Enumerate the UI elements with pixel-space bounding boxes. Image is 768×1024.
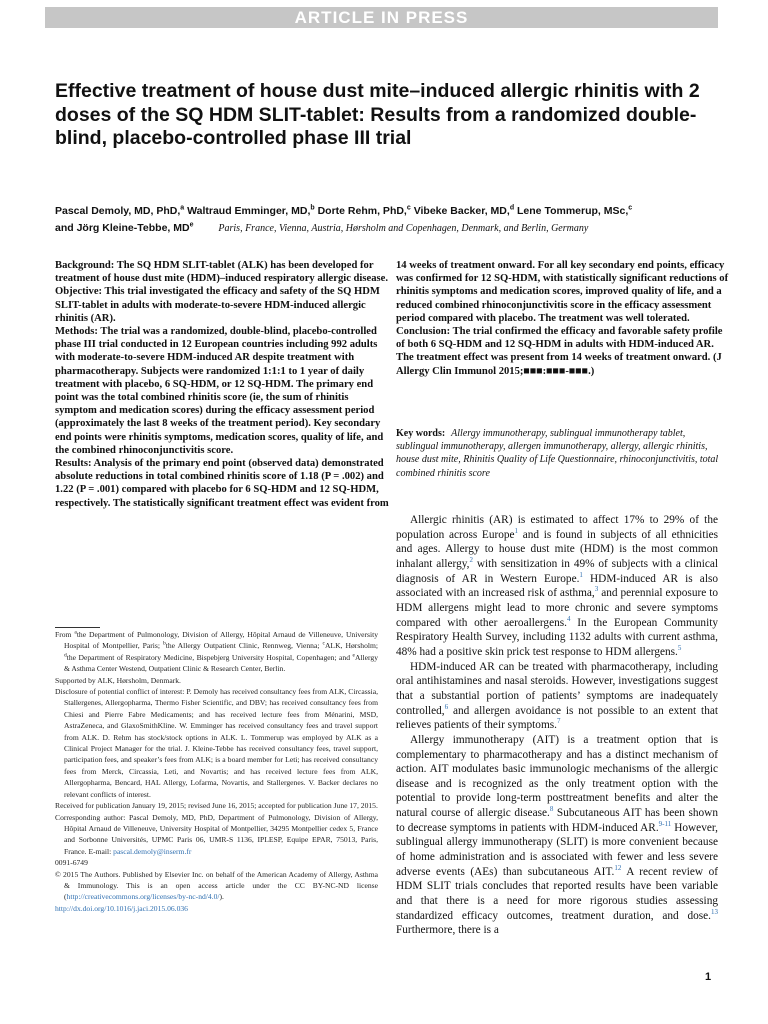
citation-link[interactable]: 4 bbox=[566, 614, 571, 623]
footnote-disclosure: Disclosure of potential conflict of interest: P. Demoly has received consultancy fees from ALK, Circassia, Stallergenes, Allergopharma, Thermo Fisher Scientific, and DBV; has received consultancy fees from Chiesi and Pierre Fabre Medicaments; and has received lecture fees from Ménarini, MSD, AstraZeneca, and GlaxoSmithKline. W. Emminger has received consultancy fees and travel support from ALK. D. Rehm has stock/stock options in ALK. L. Tommerup was employed by ALK as a Clinical Project Manager for the trial. J. Kleine-Tebbe has received consultancy fees, travel support, participation fees, and speaker’s fees from ALK; is a board member for Leti; has received consultancy fees from Merck, Circassia, Leti, and Novartis; and has received lecture fees from ALK, Allergopharma, Bencard, HAL Allergy, Lofarma, Novartis, and Stallergenes. V. Backer declares no relevant conflicts of interest. bbox=[55, 687, 378, 799]
footnote-support: Supported by ALK, Hørsholm, Denmark. bbox=[55, 675, 181, 685]
citation-link[interactable]: 6 bbox=[444, 702, 449, 711]
abstract-paragraph: Methods: The trial was a randomized, double-blind, placebo-controlled phase III trial conducted in 12 European countries including 992 adults with moderate-to-severe HDM-induced AR despite treatment with pharmacotherapy. Subjects were randomized 1:1:1 to 1 year of daily treatment with placebo, 6 SQ-HDM, or 12 SQ-HDM. The primary end point was the total combined rhinitis score (ie, the sum of rhinitis symptom and medication scores) during the efficacy assessment period (approximately the last 8 weeks of the treatment period). Key secondary end points were rhinitis symptoms, medication scores, quality of life, and the combined rhinoconjunctivitis score. bbox=[55, 326, 384, 456]
page-number: 1 bbox=[705, 971, 712, 983]
citation-link[interactable]: 1 bbox=[579, 570, 583, 579]
citation-link[interactable]: 5 bbox=[677, 644, 682, 653]
abstract-paragraph: 14 weeks of treatment onward. For all key secondary end points, efficacy was confirmed for 12 SQ-HDM, with statistically significant reductions of rhinitis symptoms and medication scores, improved quality of life, and a reduced combined rhinoconjunctivitis score in the efficacy assessment period compared with placebo. The treatment was well tolerated. bbox=[396, 260, 729, 324]
body-paragraph: Allergy immunotherapy (AIT) is a treatment option that is complementary to pharmacotherapy and has a distinct mechanism of action. AIT modulates basic immunologic mechanisms of the allergic disease and is recognized as the only treatment option with the potential to provide long-term posttreatment benefits and alter the natural course of allergic disease.$^8$ Subcutaneous AIT has been shown to decrease symptoms in patients with HDM-induced AR.$^{9-11}$ However, sublingual allergy immunotherapy (SLIT) is more convenient because of home administration and is associated with fewer and less severe adverse events (AEs) than subcutaneous AIT.$^{12}$ A recent review of HDM SLIT trials concludes that reported results have been variable and that there is a need for more rigorous studies assessing standardized efficacy outcomes, treatment duration, and dose.$^{13}$ Furthermore, there is a bbox=[396, 733, 718, 937]
email-link[interactable]: pascal.demoly@inserm.fr bbox=[113, 846, 192, 856]
affiliation-marker: c bbox=[406, 204, 411, 212]
citation-link[interactable]: 3 bbox=[594, 585, 599, 594]
affiliation-marker: d bbox=[509, 204, 515, 212]
article-title: Effective treatment of house dust mite–induced allergic rhinitis with 2 doses of the SQ HDM SLIT-tablet: Results from a randomized double-blind, placebo-controlled phase III trial bbox=[55, 80, 700, 149]
keywords bbox=[396, 427, 721, 480]
author-name: and Jörg Kleine-Tebbe, MD bbox=[55, 222, 190, 234]
affiliation-marker: b bbox=[310, 204, 315, 212]
footnote-corresponding: Corresponding author: Pascal Demoly, MD, PhD, Department of Pulmonology, Division of Allergy, Hôpital Arnaud de Villeneuve, University Hospital of Montpellier, 34295 Montpellier cedex 5, France and Sorbonne Universités, UPMC Paris 06, UMR-S 1136, IPLESP, Equipe EPAR, 75013, Paris, France. E-mail: pascal.demoly@inserm.fr bbox=[55, 812, 378, 856]
affiliation-marker: c bbox=[628, 204, 633, 212]
affiliation-cities: Paris, France, Vienna, Austria, Hørsholm and Copenhagen, Denmark, and Berlin, Germany bbox=[218, 223, 589, 234]
keywords-label: Key words: bbox=[396, 428, 446, 439]
author-name: Lene Tommerup, MSc, bbox=[517, 205, 629, 217]
author-name: Dorte Rehm, PhD, bbox=[317, 205, 407, 217]
citation-link[interactable]: 13 bbox=[711, 907, 718, 916]
footnote-received: Received for publication January 19, 2015; revised June 16, 2015; accepted for publication June 17, 2015. bbox=[55, 801, 378, 811]
abstract-paragraph: Conclusion: The trial confirmed the efficacy and favorable safety profile of both 6 SQ-HDM and 12 SQ-HDM in adults with HDM-induced AR. The treatment effect was present from 14 weeks of treatment onward. (J Allergy Clin Immunol 2015;■■■:■■■-■■■.) bbox=[396, 326, 723, 377]
abstract-left-column bbox=[55, 259, 390, 510]
doi-link[interactable]: http://dx.doi.org/10.1016/j.jaci.2015.06.036 bbox=[55, 903, 188, 913]
citation-link[interactable]: 1 bbox=[514, 526, 519, 535]
abstract-paragraph: Results: Analysis of the primary end point (observed data) demonstrated absolute reductions in total combined rhinitis score of 1.18 (P = .002) and 1.22 (P = .001) compared with placebo for 6 SQ-HDM and 12 SQ-HDM, respectively. The statistically significant treatment effect was evident from bbox=[55, 458, 389, 509]
citation-link[interactable]: 8 bbox=[549, 805, 554, 814]
affiliation-marker: a bbox=[180, 204, 185, 212]
article-in-press-banner: ARTICLE IN PRESS bbox=[45, 7, 718, 28]
footnote-issn: 0091-6749 bbox=[55, 858, 88, 868]
author-name: Waltraud Emminger, MD, bbox=[187, 205, 311, 217]
citation-link[interactable]: 9-11 bbox=[658, 820, 672, 829]
citation-link[interactable]: 7 bbox=[556, 717, 561, 726]
affiliation-marker: e bbox=[189, 221, 194, 229]
footnote-affiliations: From $^a$the Department of Pulmonology, Division of Allergy, Hôpital Arnaud de Villeneuve, University Hospital of Montpellier, Paris; $^b$the Allergy Outpatient Clinic, Rennweg, Vienna; $^c$ALK, Hørsholm; $^d$the Department of Respiratory Medicine, Bispebjerg University Hospital, Copenhagen; and $^e$Allergy & Asthma Center Westend, Outpatient Clinic & Research Center, Berlin. bbox=[55, 629, 378, 674]
abstract-paragraph: Objective: This trial investigated the efficacy and safety of the SQ HDM SLIT-tablet in adults with moderate-to-severe HDM-induced allergic rhinitis (AR). bbox=[55, 286, 380, 324]
license-link[interactable]: http://creativecommons.org/licenses/by-nc-nd/4.0/ bbox=[66, 892, 220, 902]
body-text-column bbox=[396, 513, 718, 938]
footnotes bbox=[55, 629, 378, 914]
citation-link[interactable]: 2 bbox=[469, 556, 474, 565]
author-list bbox=[55, 203, 730, 237]
abstract-right-column bbox=[396, 259, 731, 378]
author-name: Vibeke Backer, MD, bbox=[413, 205, 510, 217]
body-paragraph: Allergic rhinitis (AR) is estimated to affect 17% to 29% of the population across Europe$^1$ and is found in subjects of all ethnicities and ages. Allergy to house dust mite (HDM) is the most common inhalant allergy,$^2$ with sensitization in 49% of subjects with a clinical diagnosis of AR in Western Europe.$^1$ HDM-induced AR is also associated with an increased risk of asthma,$^3$ and perennial exposure to HDM allergens might lead to more chronic and severe symptoms compared with other aeroallergens.$^4$ In the European Community Respiratory Health Survey, including 1132 adults with current asthma, 48% had a positive skin prick test response to HDM allergens.$^5$ bbox=[396, 514, 719, 658]
body-paragraph: HDM-induced AR can be treated with pharmacotherapy, including oral antihistamines and nasal steroids. However, investigations suggest that a substantial portion of patients’ symptoms are inadequately controlled,$^6$ and allergen avoidance is not possible to an extent that relieves patients of their symptoms.$^7$ bbox=[396, 660, 718, 732]
footnote-copyright: © 2015 The Authors. Published by Elsevier Inc. on behalf of the American Academy of Allergy, Asthma & Immunology. This is an open access article under the CC BY-NC-ND license (http://creativecommons.org/licenses/by-nc-nd/4.0/). bbox=[55, 869, 378, 902]
footnote-divider bbox=[55, 627, 100, 628]
author-name: Pascal Demoly, MD, PhD, bbox=[55, 205, 181, 217]
citation-link[interactable]: 12 bbox=[614, 863, 622, 872]
abstract-paragraph: Background: The SQ HDM SLIT-tablet (ALK) has been developed for treatment of house dust mite (HDM)–induced respiratory allergic disease. bbox=[55, 260, 388, 285]
keywords-text: Allergy immunotherapy, sublingual immunotherapy tablet, sublingual immunotherapy, allergen immunotherapy, allergy, allergic rhinitis, house dust mite, Rhinitis Quality of Life Questionnaire, rhinoconjunctivitis, total combined rhinitis score bbox=[396, 428, 719, 479]
